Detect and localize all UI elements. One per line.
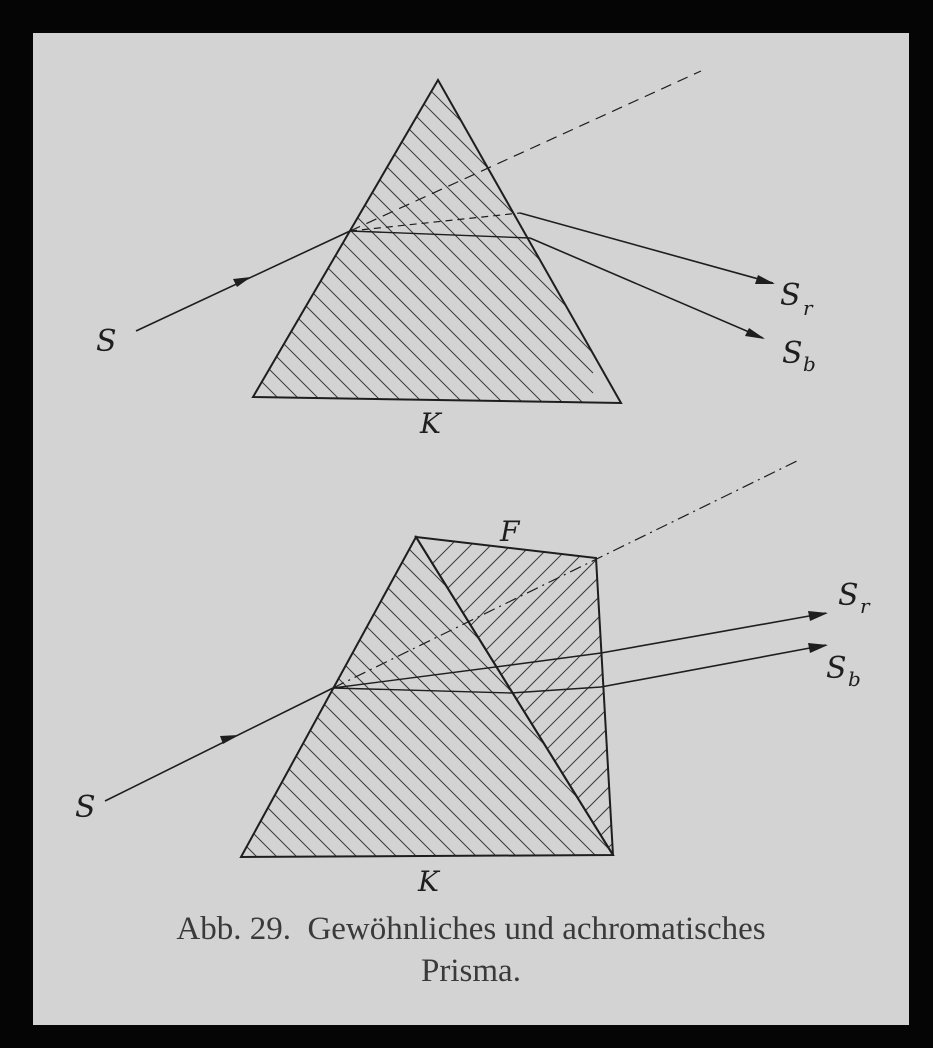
top-label-blue: S [782,336,803,371]
top-prism [96,33,816,713]
top-red-arrow [755,275,775,284]
bottom-internal-ray-blue [333,687,601,693]
flint-prism-outline [416,537,613,855]
bottom-label-flint: F [500,515,520,548]
bottom-label-blue: S [826,651,847,686]
bottom-blue-ray [601,645,826,687]
top-label-red: S [780,278,801,313]
bottom-incident-arrow [220,735,239,744]
top-prism-outline [253,80,621,403]
prism-diagram [33,33,909,1025]
top-undeviated-dashed-ray [350,71,701,231]
top-prism-hatching [253,33,593,713]
top-red-ray [520,213,773,283]
bottom-label-blue-sub: b [848,667,861,691]
bottom-label-source: S [75,790,96,825]
bottom-incident-ray [105,688,333,801]
top-label-base: K [420,407,441,440]
bottom-label-red-sub: r [860,594,870,618]
figure-plate [33,33,909,1025]
top-label-source: S [96,324,117,359]
bottom-label-red: S [838,578,859,613]
top-blue-arrow [745,328,765,339]
figure-caption-line1: Abb. 29. Gewöhnliches und achromatisches [176,911,766,947]
top-label-blue-sub: b [803,352,816,376]
bottom-internal-ray-red [333,653,601,688]
bottom-undeviated-dashdot-ray [333,459,801,688]
top-incident-arrow [233,277,251,287]
bottom-label-base: K [418,865,439,898]
crown-prism-outline [241,537,613,857]
top-label-red-sub: r [803,296,813,320]
top-blue-ray [530,238,763,338]
bottom-red-ray [601,613,826,653]
figure-caption-line2: Prisma. [421,953,521,989]
